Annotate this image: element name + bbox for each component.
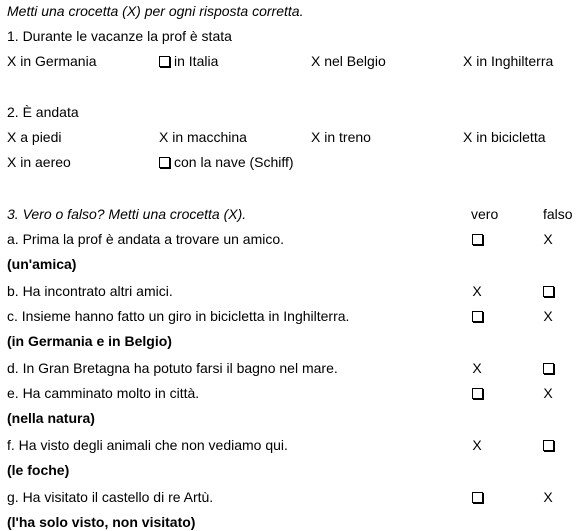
q1-option	[159, 52, 218, 70]
vero-mark: X	[472, 360, 482, 376]
q2-option	[159, 128, 247, 146]
q1-option	[463, 52, 553, 70]
checkbox-empty-icon	[472, 388, 483, 399]
option-label: in treno	[324, 129, 371, 145]
option-label: con la nave (Schiff)	[174, 154, 294, 170]
checkbox-empty-icon	[472, 311, 483, 322]
option-label: in Germania	[20, 53, 97, 69]
statement-text: b. Ha incontrato altri amici.	[7, 283, 173, 299]
question-3: 3. Vero o falso? Metti una crocetta (X).	[7, 206, 247, 222]
checkbox-empty-icon	[472, 492, 483, 503]
correction-text: (in Germania e in Belgio)	[7, 333, 172, 349]
vero-mark	[467, 230, 487, 248]
option-label: nel Belgio	[324, 53, 386, 69]
question-2: 2. È andata	[7, 104, 79, 120]
q2-option	[463, 128, 546, 146]
correction-text: (nella natura)	[7, 410, 95, 426]
checkbox-empty-icon	[472, 234, 483, 245]
cross-mark: X	[7, 154, 21, 170]
vero-mark	[467, 307, 487, 325]
q1-option	[311, 52, 386, 70]
statement-text: a. Prima la prof è andata a trovare un amico.	[7, 231, 285, 247]
column-header-vero: vero	[471, 206, 499, 222]
falso-mark	[538, 359, 558, 377]
checkbox-empty-icon	[543, 286, 554, 297]
correction-text: (un'amica)	[7, 256, 77, 272]
vero-mark	[467, 488, 487, 506]
cross-mark: X	[159, 129, 173, 145]
statement-text: d. In Gran Bretagna ha potuto farsi il bagno nel mare.	[7, 360, 338, 376]
q2-option	[7, 153, 71, 171]
option-label: in bicicletta	[476, 129, 546, 145]
checkbox-empty-icon	[543, 440, 554, 451]
correction-text: (l'ha solo visto, non visitato)	[7, 514, 196, 530]
column-header-falso: falso	[543, 206, 573, 222]
instruction-text: Metti una crocetta (X) per ogni risposta corretta.	[7, 3, 304, 19]
option-label: in Italia	[174, 53, 219, 69]
cross-mark: X	[7, 129, 21, 145]
option-label: in aereo	[20, 154, 71, 170]
question-1: 1. Durante le vacanze la prof è stata	[7, 28, 232, 44]
q2-option	[159, 153, 294, 171]
falso-mark: X	[543, 385, 553, 401]
q2-option	[7, 128, 62, 146]
q2-option	[311, 128, 371, 146]
falso-mark: X	[543, 308, 553, 324]
cross-mark: X	[463, 129, 477, 145]
cross-mark: X	[311, 129, 325, 145]
statement-text: e. Ha camminato molto in città.	[7, 385, 200, 401]
checkbox-empty-icon	[543, 363, 554, 374]
q1-option	[7, 52, 97, 70]
falso-mark: X	[543, 489, 553, 505]
vero-mark: X	[472, 283, 482, 299]
cross-mark: X	[7, 53, 21, 69]
statement-text: f. Ha visto degli animali che non vediamo qui.	[7, 437, 288, 453]
statement-text: c. Insieme hanno fatto un giro in bicicletta in Inghilterra.	[7, 308, 350, 324]
cross-mark: X	[311, 53, 325, 69]
cross-mark: X	[463, 53, 477, 69]
checkbox-empty-icon	[159, 56, 170, 67]
vero-mark	[467, 384, 487, 402]
correction-text: (le foche)	[7, 462, 70, 478]
falso-mark	[538, 282, 558, 300]
option-label: in Inghilterra	[476, 53, 554, 69]
statement-text: g. Ha visitato il castello di re Artù.	[7, 489, 214, 505]
vero-mark: X	[472, 437, 482, 453]
option-label: a piedi	[20, 129, 62, 145]
falso-mark	[538, 436, 558, 454]
falso-mark: X	[543, 231, 553, 247]
checkbox-empty-icon	[159, 157, 170, 168]
option-label: in macchina	[172, 129, 247, 145]
